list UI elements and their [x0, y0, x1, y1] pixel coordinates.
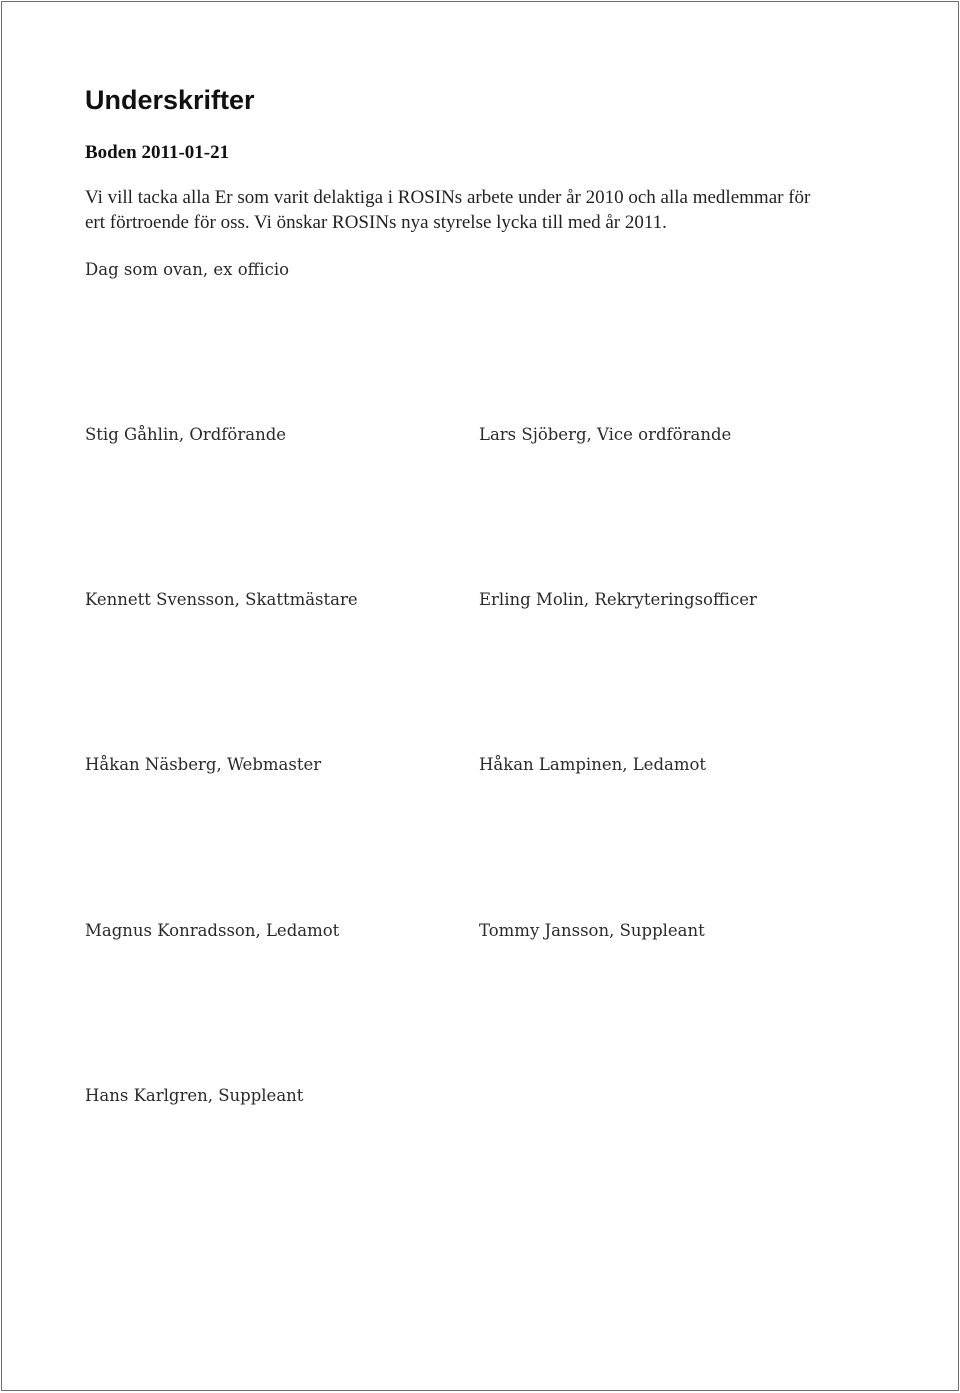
- date-line: Boden 2011-01-21: [85, 142, 230, 163]
- document-page: [1, 1, 959, 1391]
- signature-board-member-2: Magnus Konradsson, Ledamot: [85, 921, 340, 940]
- signature-webmaster: Håkan Näsberg, Webmaster: [85, 755, 322, 774]
- ex-officio-line: Dag som ovan, ex officio: [85, 260, 290, 279]
- signature-deputy-2: Hans Karlgren, Suppleant: [85, 1086, 304, 1105]
- signature-deputy-1: Tommy Jansson, Suppleant: [479, 921, 705, 940]
- page-title: Underskrifter: [85, 85, 255, 115]
- paragraph-line-1: Vi vill tacka alla Er som varit delaktiga i ROSINs arbete under år 2010 och alla medlemmar för: [85, 187, 811, 208]
- signature-vice-chairman: Lars Sjöberg, Vice ordförande: [479, 425, 732, 444]
- paragraph-line-2: ert förtroende för oss. Vi önskar ROSINs nya styrelse lycka till med år 2011.: [85, 212, 667, 233]
- signature-recruitment-officer: Erling Molin, Rekryteringsofficer: [479, 590, 757, 609]
- signature-chairman: Stig Gåhlin, Ordförande: [85, 425, 287, 444]
- signature-treasurer: Kennett Svensson, Skattmästare: [85, 590, 358, 609]
- signature-board-member-1: Håkan Lampinen, Ledamot: [479, 755, 707, 774]
